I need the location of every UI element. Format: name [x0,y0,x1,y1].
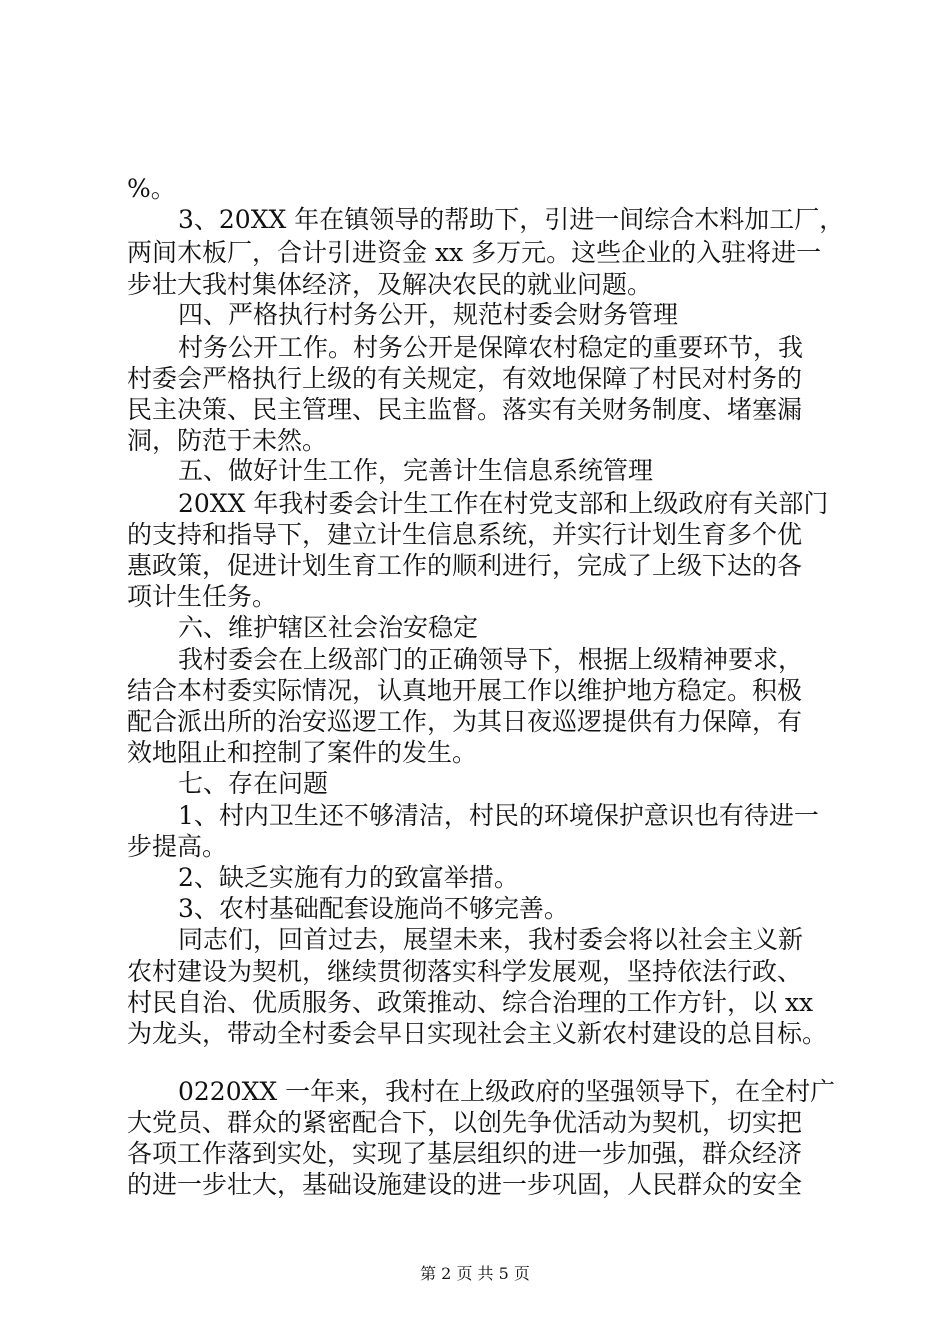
text-line: 村委会严格执行上级的有关规定，有效地保障了村民对村务的 [127,364,803,393]
text-line: 效地阻止和控制了案件的发生。 [127,738,478,767]
text-line: 的进一步壮大，基础设施建设的进一步巩固，人民群众的安全 [127,1170,803,1199]
text-line: 项计生任务。 [127,582,278,611]
text-line: 0220XX 一年来，我村在上级政府的坚强领导下，在全村广 [178,1077,836,1106]
page-number-footer: 第 2 页 共 5 页 [420,1264,530,1283]
text-line: 3、农村基础配套设施尚不够完善。 [178,894,569,923]
text-line: 为龙头，带动全村委会早日实现社会主义新农村建设的总目标。 [127,1019,828,1048]
text-line: 农村建设为契机，继续贯彻落实科学发展观，坚持依法行政、 [127,957,803,986]
text-line: 大党员、群众的紧密配合下，以创先争优活动为契机，切实把 [127,1108,803,1137]
text-line: 同志们，回首过去，展望未来，我村委会将以社会主义新 [178,925,804,954]
text-line: 3、20XX 年在镇领导的帮助下，引进一间综合木料加工厂， [178,205,845,234]
text-line: 民主决策、民主管理、民主监督。落实有关财务制度、堵塞漏 [127,395,803,424]
text-line: 结合本村委实际情况，认真地开展工作以维护地方稳定。积极 [127,676,803,705]
text-line: 的支持和指导下，建立计生信息系统，并实行计划生育多个优 [127,520,803,549]
text-line: 各项工作落到实处，实现了基层组织的进一步加强，群众经济 [127,1139,803,1168]
text-line: %。 [127,174,176,203]
text-line: 步提高。 [127,832,228,861]
text-line: 两间木板厂，合计引进资金 xx 多万元。这些企业的入驻将进一 [127,238,822,267]
text-line: 我村委会在上级部门的正确领导下，根据上级精神要求， [178,645,804,674]
text-line: 惠政策，促进计划生育工作的顺利进行，完成了上级下达的各 [127,551,803,580]
section-heading: 七、存在问题 [178,769,329,798]
text-line: 20XX 年我村委会计生工作在村党支部和上级政府有关部门 [178,489,829,518]
section-heading: 四、严格执行村务公开，规范村委会财务管理 [178,300,679,329]
text-line: 洞，防范于未然。 [127,426,328,455]
text-line: 步壮大我村集体经济，及解决农民的就业问题。 [127,270,653,299]
text-line: 村务公开工作。村务公开是保障农村稳定的重要环节，我 [178,333,804,362]
text-line: 村民自治、优质服务、政策推动、综合治理的工作方针，以 xx [127,988,814,1017]
section-heading: 六、维护辖区社会治安稳定 [178,613,479,642]
text-line: 2、缺乏实施有力的致富举措。 [178,863,519,892]
text-line: 配合派出所的治安巡逻工作，为其日夜巡逻提供有力保障，有 [127,707,803,736]
text-line: 1、村内卫生还不够清洁，村民的环境保护意识也有待进一 [178,801,819,830]
section-heading: 五、做好计生工作，完善计生信息系统管理 [178,456,654,485]
